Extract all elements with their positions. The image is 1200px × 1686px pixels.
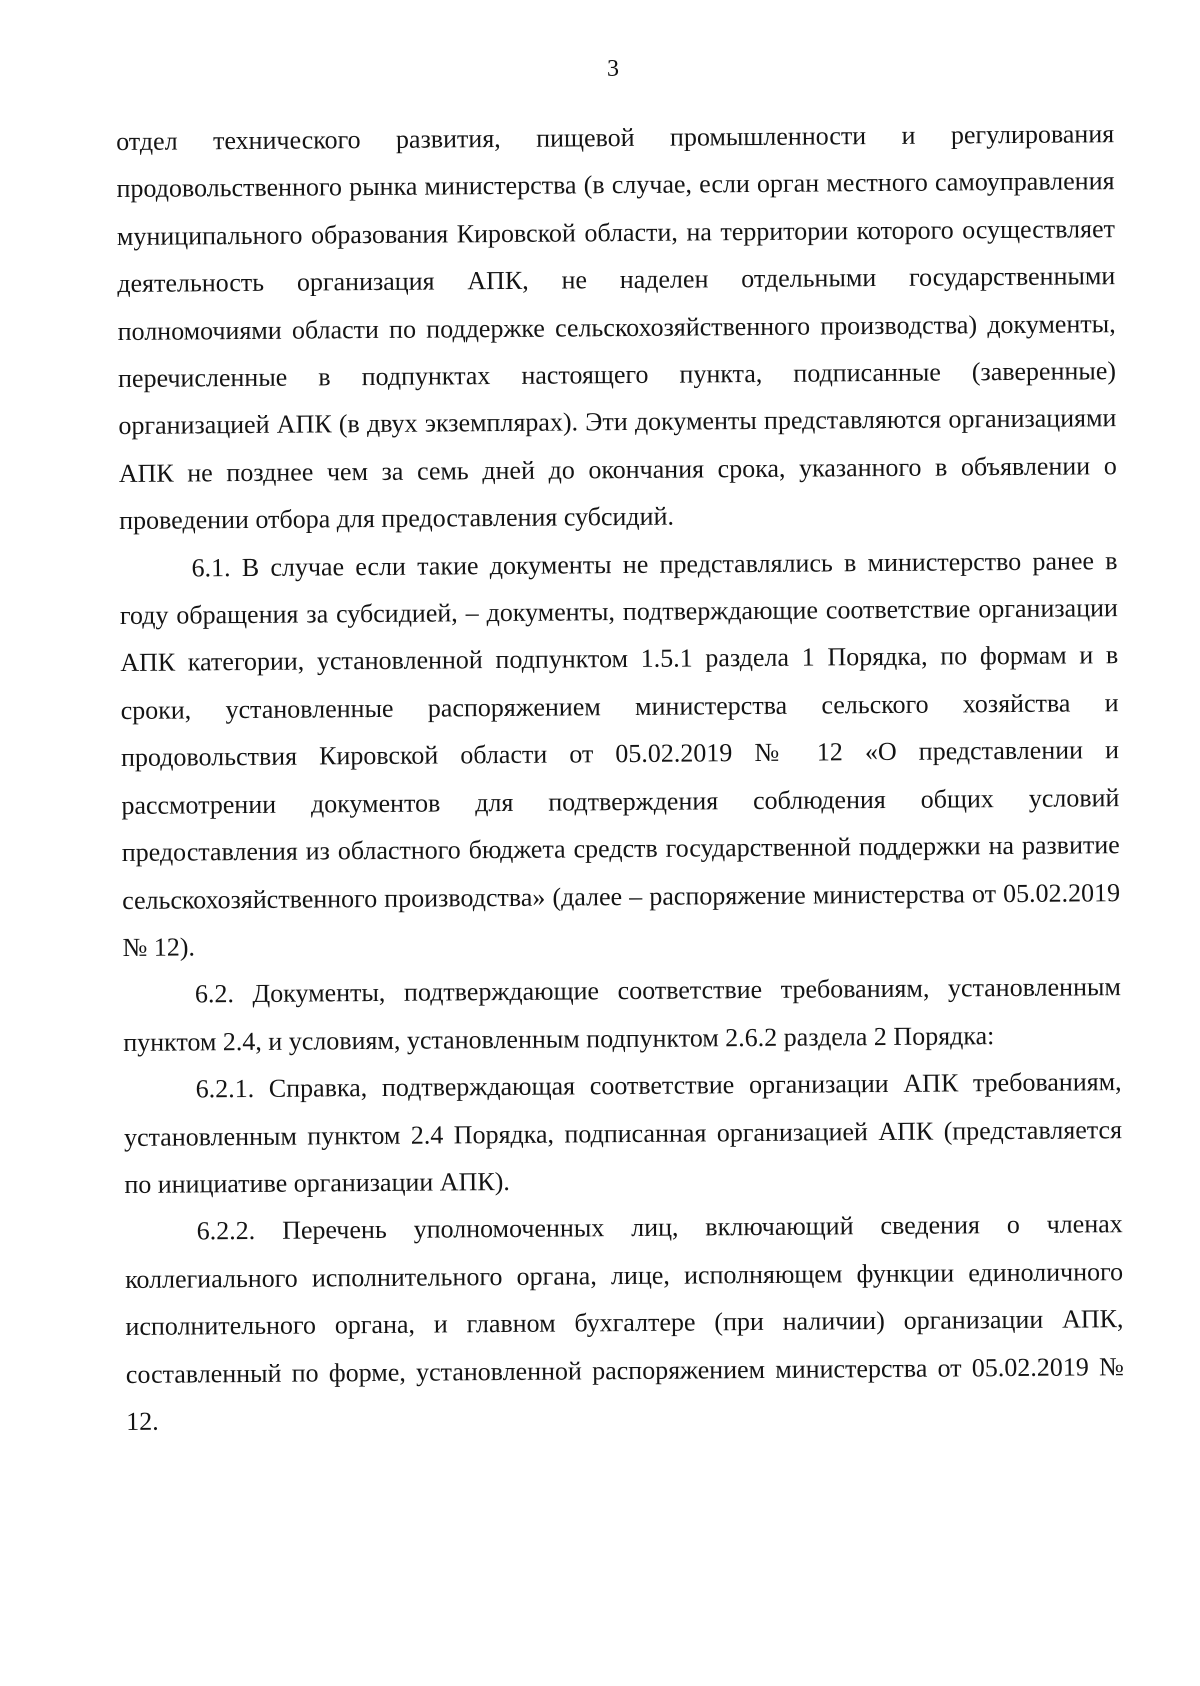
paragraph-6-2-1: 6.2.1. Справка, подтверждающая соответствие организации АПК требованиям, установленным пунктом 2.4 Порядка, подписанная организацией АПК (представляется по инициативе организации АПК). [123, 1067, 1123, 1199]
paragraph-6-2-2: 6.2.2. Перечень уполномоченных лиц, включающий сведения о членах коллегиального исполнительного органа, лице, исполняющем функции единоличного исполнительного органа, и главном бухгалтере (при наличии) организации АПК, составленный по форме, установленной распоряжением министерства от 05.02.2019 № 12. [125, 1209, 1124, 1436]
paragraph-6-1: 6.1. В случае если такие документы не представлялись в министерство ранее в году обращения за субсидией, – документы, подтверждающие соответствие организации АПК категории, установленной подпунктом 1.5.1 раздела 1 Порядка, по формам и в сроки, установленные распоряжением министерства сельского хозяйства и продовольствия Кировской области от 05.02.2019 № 12 «О представлении и рассмотрении документов для подтверждения соблюдения общих условий предоставления из областного бюджета средств государственной поддержки на развитие сельскохозяйственного производства» (далее – распоряжение министерства от 05.02.2019 № 12). [119, 545, 1121, 962]
document-body [116, 110, 1124, 1445]
page-number: 3 [607, 56, 619, 82]
paragraph-6-2: 6.2. Документы, подтверждающие соответствие требованиям, установленным пунктом 2.4, и условиям, установленным подпунктом 2.6.2 раздела 2 Порядка: [123, 972, 1121, 1057]
paragraph-continuation: отдел технического развития, пищевой промышленности и регулирования продовольственного рынка министерства (в случае, если орган местного самоуправления муниципального образования Кировской области, на территории которого осуществляет деятельность организация АПК, не наделен отдельными государственными полномочиями области по поддержке сельскохозяйственного производства) документы, перечисленные в подпунктах настоящего пункта, подписанные (заверенные) организацией АПК (в двух экземплярах). Эти документы представляются организациями АПК не позднее чем за семь дней до окончания срока, указанного в объявлении о проведении отбора для предоставления субсидий. [116, 119, 1117, 536]
